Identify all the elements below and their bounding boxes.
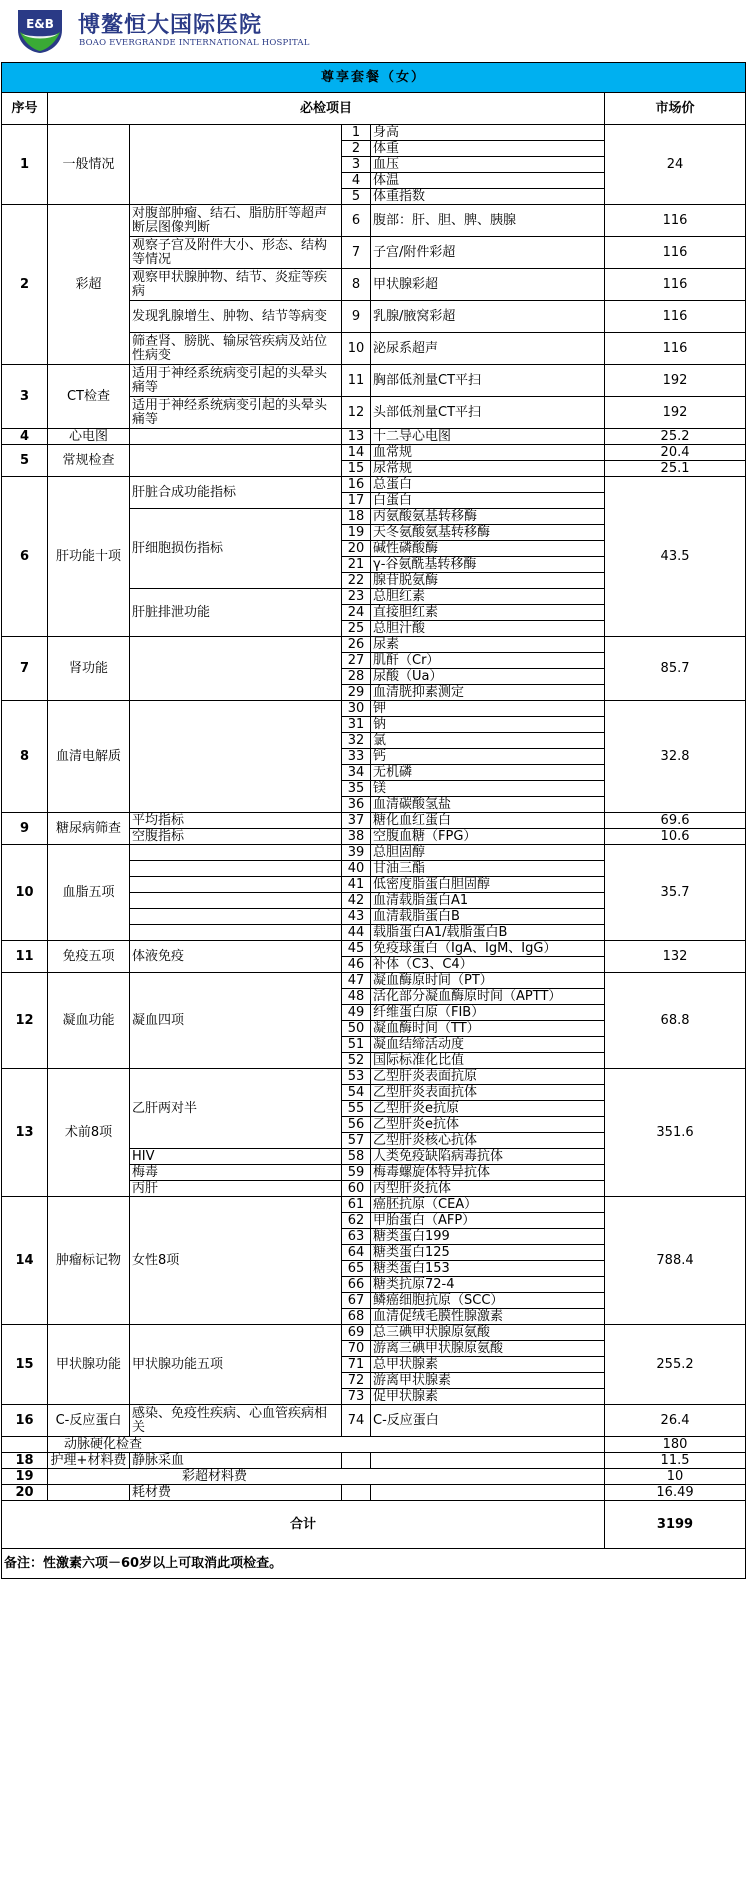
group-no: 4 <box>2 429 48 445</box>
item-name: 活化部分凝血酶原时间（APTT） <box>371 989 605 1005</box>
group-name: 彩超 <box>48 205 130 365</box>
item-name <box>371 1453 605 1469</box>
item-price: 255.2 <box>605 1325 746 1405</box>
item-desc: 感染、免疫性疾病、心血管疾病相关 <box>130 1405 342 1437</box>
item-name: 凝血酶原时间（PT） <box>371 973 605 989</box>
item-no: 50 <box>342 1021 371 1037</box>
group-name: 常规检查 <box>48 445 130 477</box>
hospital-logo-icon <box>16 6 64 54</box>
item-name: 国际标准化比值 <box>371 1053 605 1069</box>
table-row <box>2 1469 746 1485</box>
group-no: 12 <box>2 973 48 1069</box>
item-no <box>342 1453 371 1469</box>
item-desc <box>130 861 342 877</box>
group-name: 肿瘤标记物 <box>48 1197 130 1325</box>
item-no: 48 <box>342 989 371 1005</box>
item-no: 25 <box>342 621 371 637</box>
item-no: 67 <box>342 1293 371 1309</box>
item-no: 24 <box>342 605 371 621</box>
item-no: 46 <box>342 957 371 973</box>
item-no: 7 <box>342 237 371 269</box>
item-name: 尿素 <box>371 637 605 653</box>
item-no: 5 <box>342 189 371 205</box>
item-no: 26 <box>342 637 371 653</box>
table-row <box>2 445 746 461</box>
table-row <box>2 205 746 237</box>
table-row <box>2 125 746 141</box>
item-price: 180 <box>605 1437 746 1453</box>
group-no: 18 <box>2 1453 48 1469</box>
item-desc <box>130 925 342 941</box>
item-no: 23 <box>342 589 371 605</box>
item-price: 132 <box>605 941 746 973</box>
item-name: 直接胆红素 <box>371 605 605 621</box>
item-name: 糖类蛋白199 <box>371 1229 605 1245</box>
item-desc: 对腹部肿瘤、结石、脂肪肝等超声断层图像判断 <box>130 205 342 237</box>
group-name <box>48 1485 130 1501</box>
package-title: 尊享套餐（女） <box>2 63 746 93</box>
item-no: 2 <box>342 141 371 157</box>
item-name: 体重 <box>371 141 605 157</box>
group-no: 2 <box>2 205 48 365</box>
item-no: 71 <box>342 1357 371 1373</box>
item-name: 乙型肝炎表面抗原 <box>371 1069 605 1085</box>
total-label: 合计 <box>2 1501 605 1549</box>
group-no: 14 <box>2 1197 48 1325</box>
item-desc: 肝细胞损伤指标 <box>130 509 342 589</box>
table-row <box>2 701 746 717</box>
svg-text:E&B: E&B <box>26 17 54 31</box>
group-name: 心电图 <box>48 429 130 445</box>
item-name: 总胆红素 <box>371 589 605 605</box>
group-no <box>2 1437 48 1453</box>
item-desc: 观察甲状腺肿物、结节、炎症等疾病 <box>130 269 342 301</box>
item-name: 血压 <box>371 157 605 173</box>
group-no: 5 <box>2 445 48 477</box>
item-price: 25.1 <box>605 461 746 477</box>
item-no: 49 <box>342 1005 371 1021</box>
item-name: 总胆固醇 <box>371 845 605 861</box>
item-desc: 空腹指标 <box>130 829 342 845</box>
item-name: 腺苷脱氨酶 <box>371 573 605 589</box>
item-price: 116 <box>605 301 746 333</box>
item-desc: HIV <box>130 1149 342 1165</box>
item-name: 甲状腺彩超 <box>371 269 605 301</box>
item-no: 61 <box>342 1197 371 1213</box>
group-no: 10 <box>2 845 48 941</box>
table-row <box>2 477 746 493</box>
item-name: 血清促绒毛膜性腺激素 <box>371 1309 605 1325</box>
item-no: 51 <box>342 1037 371 1053</box>
item-no <box>342 1485 371 1501</box>
item-name: 糖类蛋白125 <box>371 1245 605 1261</box>
item-price: 192 <box>605 365 746 397</box>
group-desc <box>130 445 342 477</box>
item-name: 梅毒螺旋体特异抗体 <box>371 1165 605 1181</box>
item-no: 33 <box>342 749 371 765</box>
item-name: 纤维蛋白原（FIB） <box>371 1005 605 1021</box>
item-name: 糖类抗原72-4 <box>371 1277 605 1293</box>
item-desc <box>130 845 342 861</box>
item-name: 钙 <box>371 749 605 765</box>
item-desc <box>130 429 342 445</box>
item-price: 116 <box>605 205 746 237</box>
group-name: 肾功能 <box>48 637 130 701</box>
item-price: 20.4 <box>605 445 746 461</box>
item-price: 16.49 <box>605 1485 746 1501</box>
item-no: 22 <box>342 573 371 589</box>
group-desc <box>130 125 342 205</box>
item-no: 60 <box>342 1181 371 1197</box>
item-no: 6 <box>342 205 371 237</box>
group-desc <box>130 637 342 701</box>
item-name <box>371 1485 605 1501</box>
item-name: 体温 <box>371 173 605 189</box>
group-name: 免疫五项 <box>48 941 130 973</box>
item-name: 身高 <box>371 125 605 141</box>
footnote: 备注：性激素六项－60岁以上可取消此项检查。 <box>2 1549 746 1579</box>
group-name: C-反应蛋白 <box>48 1405 130 1437</box>
item-no: 45 <box>342 941 371 957</box>
item-no: 38 <box>342 829 371 845</box>
item-price: 10 <box>605 1469 746 1485</box>
group-no: 15 <box>2 1325 48 1405</box>
item-name: 甘油三酯 <box>371 861 605 877</box>
item-name: 碱性磷酸酶 <box>371 541 605 557</box>
item-name: 空腹血糖（FPG） <box>371 829 605 845</box>
item-no: 29 <box>342 685 371 701</box>
item-desc: 彩超材料费 <box>48 1469 605 1485</box>
table-row <box>2 845 746 861</box>
item-no: 10 <box>342 333 371 365</box>
item-no: 12 <box>342 397 371 429</box>
item-name: 凝血结缔活动度 <box>371 1037 605 1053</box>
item-no: 30 <box>342 701 371 717</box>
item-name: 钠 <box>371 717 605 733</box>
item-no: 31 <box>342 717 371 733</box>
item-desc: 肝脏合成功能指标 <box>130 477 342 509</box>
note-row <box>2 1549 746 1579</box>
group-no: 8 <box>2 701 48 813</box>
table-row <box>2 429 746 445</box>
group-name: 糖尿病筛查 <box>48 813 130 845</box>
group-name: CT检查 <box>48 365 130 429</box>
item-no: 65 <box>342 1261 371 1277</box>
group-no: 19 <box>2 1469 48 1485</box>
hospital-name-cn: 博鳌恒大国际医院 <box>78 13 263 38</box>
item-price: 25.2 <box>605 429 746 445</box>
item-name: 补体（C3、C4） <box>371 957 605 973</box>
item-desc: 适用于神经系统病变引起的头晕头痛等 <box>130 365 342 397</box>
group-name: 凝血功能 <box>48 973 130 1069</box>
item-no: 43 <box>342 909 371 925</box>
item-no: 40 <box>342 861 371 877</box>
item-desc <box>130 909 342 925</box>
col-price-header: 市场价 <box>605 93 746 125</box>
group-name: 护理+材料费 <box>48 1453 130 1469</box>
item-no: 39 <box>342 845 371 861</box>
group-no: 16 <box>2 1405 48 1437</box>
item-name: 免疫球蛋白（IgA、IgM、IgG） <box>371 941 605 957</box>
item-name: 游离甲状腺素 <box>371 1373 605 1389</box>
item-no: 15 <box>342 461 371 477</box>
item-name: 癌胚抗原（CEA） <box>371 1197 605 1213</box>
item-name: 低密度脂蛋白胆固醇 <box>371 877 605 893</box>
item-no: 63 <box>342 1229 371 1245</box>
item-name: 总胆汁酸 <box>371 621 605 637</box>
group-name: 甲状腺功能 <box>48 1325 130 1405</box>
item-desc: 乙肝两对半 <box>130 1069 342 1149</box>
item-no: 8 <box>342 269 371 301</box>
item-name: γ-谷氨酰基转移酶 <box>371 557 605 573</box>
hospital-header <box>0 0 746 60</box>
item-desc: 耗材费 <box>130 1485 342 1501</box>
package-table <box>1 62 746 1579</box>
item-name: 乙型肝炎e抗原 <box>371 1101 605 1117</box>
group-name: 血脂五项 <box>48 845 130 941</box>
group-no: 20 <box>2 1485 48 1501</box>
item-name: 乙型肝炎核心抗体 <box>371 1133 605 1149</box>
group-name: 肝功能十项 <box>48 477 130 637</box>
item-no: 53 <box>342 1069 371 1085</box>
item-desc: 筛查肾、膀胱、输尿管疾病及站位性病变 <box>130 333 342 365</box>
item-no: 14 <box>342 445 371 461</box>
item-name: 钾 <box>371 701 605 717</box>
item-name: C-反应蛋白 <box>371 1405 605 1437</box>
item-no: 58 <box>342 1149 371 1165</box>
group-name: 一般情况 <box>48 125 130 205</box>
group-desc <box>130 701 342 813</box>
item-no: 36 <box>342 797 371 813</box>
item-name: 子宫/附件彩超 <box>371 237 605 269</box>
item-name: 泌尿系超声 <box>371 333 605 365</box>
item-name: 十二导心电图 <box>371 429 605 445</box>
item-name: 总甲状腺素 <box>371 1357 605 1373</box>
item-no: 57 <box>342 1133 371 1149</box>
item-name: 载脂蛋白A1/载脂蛋白B <box>371 925 605 941</box>
item-no: 3 <box>342 157 371 173</box>
item-no: 21 <box>342 557 371 573</box>
item-price: 11.5 <box>605 1453 746 1469</box>
item-name: 血清碳酸氢盐 <box>371 797 605 813</box>
item-no: 74 <box>342 1405 371 1437</box>
item-no: 56 <box>342 1117 371 1133</box>
item-name: 丙型肝炎抗体 <box>371 1181 605 1197</box>
item-price: 43.5 <box>605 477 746 637</box>
group-no: 7 <box>2 637 48 701</box>
item-name: 促甲状腺素 <box>371 1389 605 1405</box>
item-no: 4 <box>342 173 371 189</box>
table-row <box>2 637 746 653</box>
item-no: 52 <box>342 1053 371 1069</box>
item-price: 32.8 <box>605 701 746 813</box>
item-no: 1 <box>342 125 371 141</box>
total-value: 3199 <box>605 1501 746 1549</box>
item-price: 85.7 <box>605 637 746 701</box>
table-row <box>2 365 746 397</box>
table-row <box>2 1485 746 1501</box>
item-name: 尿常规 <box>371 461 605 477</box>
item-name: 乙型肝炎表面抗体 <box>371 1085 605 1101</box>
item-name: 血清胱抑素测定 <box>371 685 605 701</box>
item-name: 血常规 <box>371 445 605 461</box>
item-name: 总蛋白 <box>371 477 605 493</box>
item-name: 氯 <box>371 733 605 749</box>
item-desc: 适用于神经系统病变引起的头晕头痛等 <box>130 397 342 429</box>
item-desc: 甲状腺功能五项 <box>130 1325 342 1405</box>
item-name: 腹部：肝、胆、脾、胰腺 <box>371 205 605 237</box>
group-no: 11 <box>2 941 48 973</box>
item-price: 26.4 <box>605 1405 746 1437</box>
item-desc: 肝脏排泄功能 <box>130 589 342 637</box>
item-no: 35 <box>342 781 371 797</box>
item-desc: 丙肝 <box>130 1181 342 1197</box>
item-name: 头部低剂量CT平扫 <box>371 397 605 429</box>
group-no: 13 <box>2 1069 48 1197</box>
column-header-row <box>2 93 746 125</box>
item-price: 10.6 <box>605 829 746 845</box>
col-no-header: 序号 <box>2 93 48 125</box>
item-no: 42 <box>342 893 371 909</box>
item-price: 116 <box>605 237 746 269</box>
item-desc: 发现乳腺增生、肿物、结节等病变 <box>130 301 342 333</box>
item-name: 人类免疫缺陷病毒抗体 <box>371 1149 605 1165</box>
table-row <box>2 973 746 989</box>
item-name: 乳腺/腋窝彩超 <box>371 301 605 333</box>
table-row <box>2 1325 746 1341</box>
item-no: 32 <box>342 733 371 749</box>
item-desc <box>130 893 342 909</box>
item-no: 17 <box>342 493 371 509</box>
item-no: 68 <box>342 1309 371 1325</box>
item-no: 72 <box>342 1373 371 1389</box>
table-row <box>2 1405 746 1437</box>
item-name: 动脉硬化检查 <box>48 1437 605 1453</box>
item-name: 糖类蛋白153 <box>371 1261 605 1277</box>
group-no: 3 <box>2 365 48 429</box>
table-row <box>2 813 746 829</box>
item-desc: 静脉采血 <box>130 1453 342 1469</box>
group-name: 术前8项 <box>48 1069 130 1197</box>
item-name: 总三碘甲状腺原氨酸 <box>371 1325 605 1341</box>
item-price: 192 <box>605 397 746 429</box>
item-no: 47 <box>342 973 371 989</box>
item-desc: 体液免疫 <box>130 941 342 973</box>
item-name: 甲胎蛋白（AFP） <box>371 1213 605 1229</box>
group-no: 6 <box>2 477 48 637</box>
table-row <box>2 1197 746 1213</box>
item-no: 11 <box>342 365 371 397</box>
item-name: 丙氨酸氨基转移酶 <box>371 509 605 525</box>
item-no: 18 <box>342 509 371 525</box>
item-desc <box>130 877 342 893</box>
item-price: 788.4 <box>605 1197 746 1325</box>
item-price: 24 <box>605 125 746 205</box>
item-price: 69.6 <box>605 813 746 829</box>
item-desc: 平均指标 <box>130 813 342 829</box>
item-name: 肌酐（Cr） <box>371 653 605 669</box>
item-no: 59 <box>342 1165 371 1181</box>
item-no: 28 <box>342 669 371 685</box>
col-items-header: 必检项目 <box>48 93 605 125</box>
item-name: 胸部低剂量CT平扫 <box>371 365 605 397</box>
item-no: 44 <box>342 925 371 941</box>
item-no: 37 <box>342 813 371 829</box>
item-no: 13 <box>342 429 371 445</box>
item-no: 73 <box>342 1389 371 1405</box>
group-name: 血清电解质 <box>48 701 130 813</box>
item-desc: 女性8项 <box>130 1197 342 1325</box>
item-no: 54 <box>342 1085 371 1101</box>
group-no: 9 <box>2 813 48 845</box>
item-no: 19 <box>342 525 371 541</box>
item-name: 体重指数 <box>371 189 605 205</box>
item-name: 血清载脂蛋白A1 <box>371 893 605 909</box>
item-no: 9 <box>342 301 371 333</box>
item-price: 351.6 <box>605 1069 746 1197</box>
item-no: 41 <box>342 877 371 893</box>
item-name: 游离三碘甲状腺原氨酸 <box>371 1341 605 1357</box>
item-desc: 梅毒 <box>130 1165 342 1181</box>
table-row <box>2 1453 746 1469</box>
item-no: 69 <box>342 1325 371 1341</box>
item-price: 116 <box>605 333 746 365</box>
table-row <box>2 1069 746 1085</box>
group-no: 1 <box>2 125 48 205</box>
item-name: 乙型肝炎e抗体 <box>371 1117 605 1133</box>
item-name: 鳞癌细胞抗原（SCC） <box>371 1293 605 1309</box>
item-no: 34 <box>342 765 371 781</box>
item-name: 尿酸（Ua） <box>371 669 605 685</box>
item-name: 凝血酶时间（TT） <box>371 1021 605 1037</box>
item-name: 糖化血红蛋白 <box>371 813 605 829</box>
total-row <box>2 1501 746 1549</box>
item-name: 镁 <box>371 781 605 797</box>
item-name: 白蛋白 <box>371 493 605 509</box>
item-name: 无机磷 <box>371 765 605 781</box>
item-no: 66 <box>342 1277 371 1293</box>
item-price: 35.7 <box>605 845 746 941</box>
item-no: 55 <box>342 1101 371 1117</box>
item-no: 20 <box>342 541 371 557</box>
hospital-name-en: BOAO EVERGRANDE INTERNATIONAL HOSPITAL <box>79 38 310 48</box>
item-desc: 观察子宫及附件大小、形态、结构等情况 <box>130 237 342 269</box>
item-price: 68.8 <box>605 973 746 1069</box>
item-name: 天冬氨酸氨基转移酶 <box>371 525 605 541</box>
table-row <box>2 941 746 957</box>
item-no: 70 <box>342 1341 371 1357</box>
item-name: 血清载脂蛋白B <box>371 909 605 925</box>
table-row <box>2 1437 746 1453</box>
item-price: 116 <box>605 269 746 301</box>
item-no: 16 <box>342 477 371 493</box>
item-no: 62 <box>342 1213 371 1229</box>
item-no: 64 <box>342 1245 371 1261</box>
item-desc: 凝血四项 <box>130 973 342 1069</box>
item-no: 27 <box>342 653 371 669</box>
